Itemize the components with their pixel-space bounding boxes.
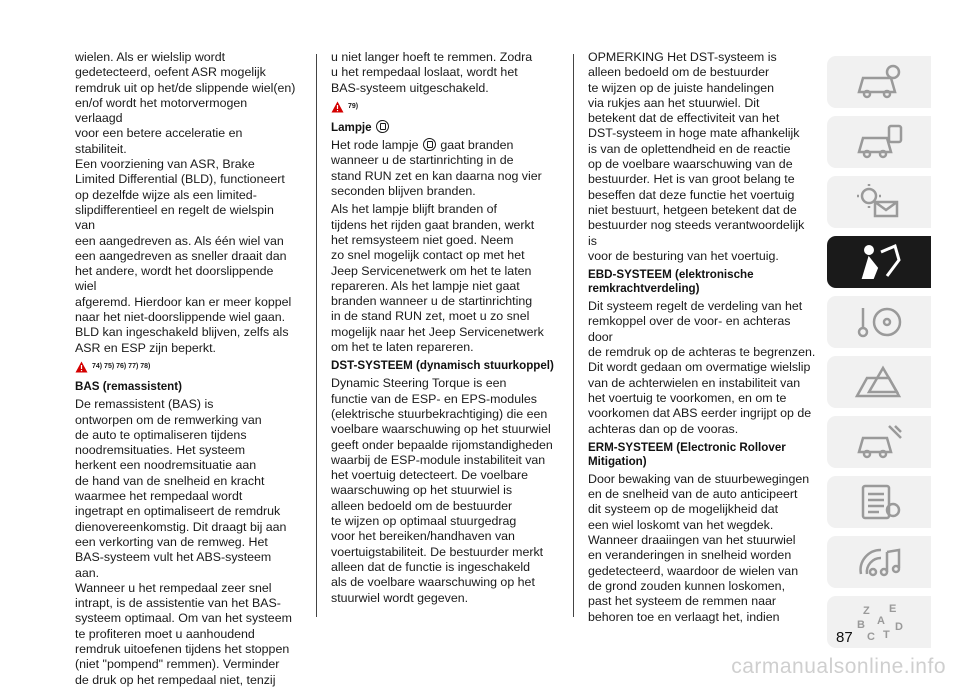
tab-warning-lights[interactable] (827, 176, 931, 228)
svg-text:C: C (867, 631, 875, 642)
text-column-2 (331, 50, 556, 609)
multimedia-icon (853, 542, 905, 582)
alphabetical-index-icon (853, 602, 905, 642)
tab-emergency[interactable] (827, 356, 931, 408)
svg-text:T: T (883, 629, 890, 641)
erm-paragraph: Door bewaking van de stuurbewegingen en de snelheid van de auto anticipeert dit systeem op de mogelijkheid dat een wiel loskomt van het wegdek. Wanneer draaiingen van het stuurwiel en veranderingen in snelheid worden gedetecteerd, waardoor de wielen van de grond zouden kunnen loskomen, past het systeem de remmen naar behoren toe en verlaagt het, indien (588, 471, 810, 624)
column-divider (573, 54, 574, 617)
dst-note-paragraph: OPMERKING Het DST-systeem is alleen bedoeld om de bestuurder te wijzen op de juiste handelingen via rukjes aan het stuurwiel. Dit betekent dat de effectiviteit van het DST-systeem in hoge mate afhankelijk is van de oplettendheid en de reactie op de voelbare waarschuwing van de bestuurder. Het is van groot belang te beseffen dat deze functie het voertuig niet bestuurt, hetgeen betekent dat de bestuurder nog steeds verantwoordelijk is voor de besturing van het voertuig. (588, 50, 805, 263)
svg-text:B: B (857, 619, 865, 631)
tab-maintenance[interactable] (827, 416, 931, 468)
safety-airbag-icon (853, 242, 905, 282)
brake-warning-light-icon (376, 120, 389, 133)
tab-driving[interactable] (827, 296, 931, 348)
bas-paragraph: De remassistent (BAS) is ontworpen om de remwerking van de auto te optimaliseren tijdens noodremsituaties. Het systeem herkent een noodremsituatie aan de hand van de snelheid en kracht waarmee het rempedaal wordt ingetrapt en optimaliseert de remdruk dienovereenkomstig. Dit draagt bij aan een verkorting van de remweg. Het BAS-systeem vult het ABS-systeem aan. Wanneer u het rempedaal zeer snel intrapt, is de assistentie van het BAS- systeem optimaal. Om van het systeem te profiteren moet u aanhoudend remdruk uitoefenen tijdens het stoppen (niet "pompend" remmen). Verminder de druk op het rempedaal niet, tenzij (75, 397, 292, 687)
technical-data-icon (853, 482, 905, 522)
car-dashboard-icon (853, 62, 905, 102)
svg-text:D: D (895, 621, 903, 633)
tab-technical-data[interactable] (827, 476, 931, 528)
dst-heading: DST-SYSTEEM (dynamisch stuurkoppel) (331, 359, 554, 373)
ebd-heading: EBD-SYSTEEM (elektronische remkrachtverdeling) (588, 268, 754, 296)
lampje-heading: Lampje (331, 120, 556, 135)
bas-heading: BAS (remassistent) (75, 380, 182, 394)
column-divider (316, 54, 317, 617)
tab-safety[interactable] (827, 236, 931, 288)
lampje-paragraph-2: Als het lampje blijft branden of tijdens het rijden gaat branden, werkt het remsysteem niet goed. Neem zo snel mogelijk contact op met het Jeep Servicenetwerk om het te laten repareren. Als het lampje niet gaat branden wanneer u de startinrichting in de stand RUN zet, moet u zo snel mogelijk naar het Jeep Servicenetwerk om het te laten repareren. (331, 202, 544, 355)
warning-lights-icon (853, 182, 905, 222)
car-key-icon (853, 122, 905, 162)
warning-reference (331, 99, 556, 114)
warning-triangle-icon (331, 101, 344, 113)
text-column-1 (75, 50, 297, 691)
emergency-triangle-icon (853, 362, 905, 402)
warning-triangle-icon (75, 361, 88, 373)
driving-steering-icon (853, 302, 905, 342)
svg-text:E: E (889, 603, 897, 615)
erm-heading: ERM-SYSTEEM (Electronic Rollover Mitigation) (588, 440, 786, 468)
watermark: carmanualsonline.info (731, 655, 946, 678)
page-number: 87 (836, 629, 853, 646)
svg-text:A: A (877, 615, 885, 627)
dst-paragraph: Dynamic Steering Torque is een functie van de ESP- en EPS-modules (elektrische stuurbekrachtiging) die een voelbare waarschuwing op het stuurwiel geeft onder bepaalde rijomstandigheden waarbij de ESP-module instabiliteit van het voertuig detecteert. De voelbare waarschuwing op het stuurwiel is alleen bedoeld om de bestuurder te wijzen op optimaal stuurgedrag voor het bereiken/handhaven van voertuigstabiliteit. De bestuurder merkt alleen dat de functie is ingeschakeld als de voelbare waarschuwing op het stuurwiel wordt gegeven. (331, 376, 553, 605)
asr-paragraph: wielen. Als er wielslip wordt gedetecteerd, oefent ASR mogelijk remdruk uit op het/de slippende wiel(en) en/of wordt het motorvermogen verlaagd voor een betere acceleratie en stabiliteit. Een voorziening van ASR, Brake Limited Differential (BLD), functioneert op dezelfde wijze als een limited- slipdifferentieel en regelt de wielspin van een aangedreven as. Als één wiel van een aangedreven as sneller draait dan het andere, wordt het doorslippende wiel afgeremd. Hierdoor kan er meer koppel naar het niet-doorslippende wiel gaan. BLD kan ingeschakeld blijven, zelfs als ASR en ESP zijn beperkt. (75, 50, 296, 355)
text-column-3 (588, 50, 816, 628)
maintenance-tools-icon (853, 422, 905, 462)
warning-reference (75, 359, 297, 374)
svg-text:Z: Z (863, 605, 870, 617)
ebd-paragraph: Dit systeem regelt de verdeling van het remkoppel over de voor- en achteras door de remdruk op de achteras te begrenzen. Dit wordt gedaan om overmatige wielslip van de achterwielen en instabiliteit van het voertuig te voorkomen, en om te voorkomen dat ABS eerder ingrijpt op de achteras dan op de vooras. (588, 299, 816, 436)
warning-reference-numbers: 79) (348, 102, 359, 110)
tab-multimedia[interactable] (827, 536, 931, 588)
bas-continued-paragraph: u niet langer hoeft te remmen. Zodra u het rempedaal loslaat, wordt het BAS-systeem uitgeschakeld. (331, 50, 533, 95)
warning-reference-numbers: 74) 75) 76) 77) 78) (92, 362, 151, 370)
lampje-paragraph: Het rode lampje gaat branden wanneer u de startinrichting in de stand RUN zet en kan daarna nog vier seconden blijven branden. (331, 138, 542, 199)
brake-warning-light-icon (423, 138, 436, 151)
chapter-tabs (827, 56, 931, 656)
tab-car-dashboard[interactable] (827, 56, 931, 108)
tab-car-key[interactable] (827, 116, 931, 168)
